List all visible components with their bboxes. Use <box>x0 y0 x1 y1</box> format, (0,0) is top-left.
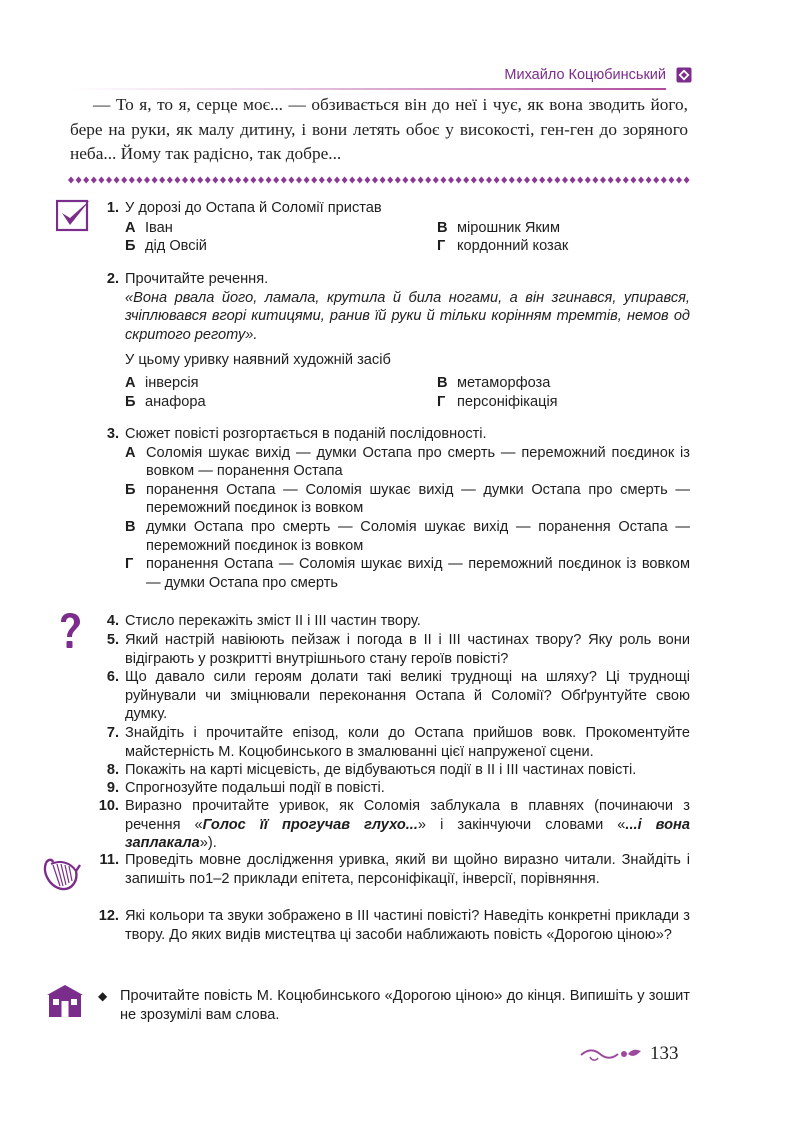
divider-dot <box>205 177 211 184</box>
divider-dot <box>68 177 74 184</box>
question-number: 4. <box>106 613 119 629</box>
divider-dot <box>532 177 538 184</box>
divider-dot <box>646 177 652 184</box>
question-6 <box>88 668 690 724</box>
option-g: Г поранення Остапа — Соломія шукає вихід — переможний поєдинок із вовком — думки Остапа про смерть <box>125 556 690 591</box>
divider-dot <box>630 177 636 184</box>
divider-dot <box>334 177 340 184</box>
divider-dot <box>585 177 591 184</box>
question-number: 3. <box>106 426 119 442</box>
divider-dot <box>121 177 127 184</box>
option-g: Г кордонний козак <box>437 238 569 255</box>
divider-dot <box>273 177 279 184</box>
option-v: В метаморфоза <box>437 374 551 391</box>
divider-dot <box>197 177 203 184</box>
divider-dot <box>106 177 112 184</box>
question-number: 11. <box>99 852 119 868</box>
quote-end: ...і вона заплакала <box>125 816 690 852</box>
divider-dot <box>494 177 500 184</box>
question-mark-icon <box>58 612 82 652</box>
divider-dot <box>661 177 667 184</box>
divider-dot <box>456 177 462 184</box>
divider-dot <box>608 177 614 184</box>
divider-dot <box>539 177 545 184</box>
divider-dot <box>83 177 89 184</box>
question-9 <box>88 779 690 798</box>
answer-options <box>125 444 690 593</box>
answer-options <box>125 219 690 256</box>
question-text: Які кольори та звуки зображено в ІІІ частині повісті? Наведіть конкретні приклади з твору. До яких видів мистецтва ці засоби наближають повість «Дорогою ціною»? <box>125 908 690 943</box>
divider-dot <box>380 177 386 184</box>
divider-dot <box>402 177 408 184</box>
divider-dot <box>623 177 629 184</box>
question-number: 7. <box>106 725 119 741</box>
option-b: Б поранення Остапа — Соломія шукає вихід — думки Остапа про смерть — переможний поєдинок із вовком <box>125 481 690 517</box>
question-number: 1. <box>106 200 119 216</box>
divider-dot <box>562 177 568 184</box>
homework-task <box>98 987 690 1024</box>
divider-dot <box>114 177 120 184</box>
question-8 <box>88 761 690 780</box>
divider-dot <box>364 177 370 184</box>
divider-dot <box>684 177 690 184</box>
option-a: А Соломія шукає вихід — думки Остапа про смерть — переможний поєдинок із вовком — поранення Остапа <box>125 444 690 480</box>
divider-dot <box>638 177 644 184</box>
divider-dot <box>615 177 621 184</box>
divider-dot <box>478 177 484 184</box>
question-number: 2. <box>106 271 119 287</box>
divider-dot <box>387 177 393 184</box>
option-b: Б анафора <box>125 393 206 410</box>
divider-dot <box>342 177 348 184</box>
question-text: Спрогнозуйте подальші події в повісті. <box>125 780 385 796</box>
bullet-icon: ◆ <box>98 989 108 1003</box>
divider-dot <box>167 177 173 184</box>
divider-dot <box>91 177 97 184</box>
divider-dot <box>509 177 515 184</box>
divider-dot <box>463 177 469 184</box>
divider-dot <box>174 177 180 184</box>
divider-dot <box>425 177 431 184</box>
divider-dot <box>524 177 530 184</box>
question-7 <box>88 724 690 761</box>
question-number: 10. <box>98 798 119 814</box>
divider-dot <box>304 177 310 184</box>
divider-dot <box>486 177 492 184</box>
question-number: 8. <box>106 762 119 778</box>
divider-dot <box>228 177 234 184</box>
running-header <box>70 64 692 90</box>
homework-text: Прочитайте повість М. Коцюбинського «Дорогою ціною» до кінця. Випишіть у зошит не зрозумілі вам слова. <box>120 988 690 1023</box>
divider-dot <box>190 177 196 184</box>
question-text: Виразно прочитайте уривок, як Соломія заблукала в плавнях (починаючи з речення «Голос її прогучав глухо...» і закінчуючи словами «...і вона заплакала»). <box>125 798 690 852</box>
divider-dot <box>144 177 150 184</box>
divider-dot <box>243 177 249 184</box>
question-prompt: У цьому уривку наявний художній засіб <box>125 352 391 369</box>
divider-dot <box>448 177 454 184</box>
divider-dot <box>266 177 272 184</box>
question-3 <box>88 425 690 592</box>
divider-dot <box>250 177 256 184</box>
option-g: Г персоніфікація <box>437 393 558 410</box>
divider-dot <box>570 177 576 184</box>
checkmark-icon <box>56 198 92 232</box>
question-11 <box>88 851 690 888</box>
divider-dot <box>577 177 583 184</box>
divider-dot <box>471 177 477 184</box>
header-emblem-icon <box>676 67 692 83</box>
divider-dot <box>258 177 264 184</box>
page-number: 133 <box>650 1043 679 1064</box>
divider-dot <box>349 177 355 184</box>
question-number: 9. <box>106 780 119 796</box>
header-rule <box>70 88 666 90</box>
question-text: У дорозі до Остапа й Соломії пристав <box>125 200 382 216</box>
question-2 <box>88 270 690 411</box>
header-title: Михайло Коцюбинський <box>504 67 666 83</box>
divider-dot <box>220 177 226 184</box>
lyre-icon <box>40 853 82 895</box>
section-divider <box>67 173 692 187</box>
divider-dot <box>433 177 439 184</box>
divider-dot <box>440 177 446 184</box>
divider-dot <box>501 177 507 184</box>
question-1 <box>88 199 690 256</box>
option-a: А інверсія <box>125 374 199 391</box>
divider-dot <box>212 177 218 184</box>
question-number: 12. <box>98 908 119 924</box>
divider-dot <box>357 177 363 184</box>
ornament-icon <box>580 1045 642 1063</box>
divider-dot <box>296 177 302 184</box>
question-number: 5. <box>106 632 119 648</box>
divider-dot <box>129 177 135 184</box>
option-v: В мірошник Яким <box>437 219 560 236</box>
divider-dot <box>410 177 416 184</box>
question-text: Який настрій навіюють пейзаж і погода в ІІ і ІІІ частинах твору? Яку роль вони відіграють у розкритті внутрішнього стану героїв повісті? <box>125 632 690 667</box>
divider-dot <box>136 177 142 184</box>
question-text: Прочитайте речення. <box>125 271 269 287</box>
divider-dot <box>600 177 606 184</box>
divider-dot <box>159 177 165 184</box>
option-v: В думки Остапа про смерть — Соломія шукає вихід — поранення Остапа — переможний поєдинок із вовком <box>125 518 690 554</box>
divider-dot <box>516 177 522 184</box>
divider-dot <box>554 177 560 184</box>
divider-dot <box>676 177 682 184</box>
question-12 <box>88 907 690 944</box>
divider-dot <box>592 177 598 184</box>
divider-dot <box>288 177 294 184</box>
divider-dot <box>326 177 332 184</box>
divider-dot <box>319 177 325 184</box>
question-text: Стисло перекажіть зміст ІІ і ІІІ частин твору. <box>125 613 421 629</box>
question-text: Сюжет повісті розгортається в поданій послідовності. <box>125 426 487 442</box>
intro-paragraph: — То я, то я, серце моє... — обзивається він до неї і чує, як вона зводить його, бере на руки, як малу дитину, і вони летять обоє у високості, ген-ген до зоряного неба... Йому так радісно, так добре... <box>70 95 688 163</box>
divider-dot <box>418 177 424 184</box>
question-text: Проведіть мовне дослідження уривка, який ви щойно виразно читали. Знайдіть і запишіть по1–2 приклади епітета, персоніфікації, інверсії, порівняння. <box>125 852 690 887</box>
answer-options <box>125 374 690 411</box>
divider-dot <box>311 177 317 184</box>
divider-dot <box>653 177 659 184</box>
divider-dot <box>98 177 104 184</box>
option-b: Б дід Овсій <box>125 238 207 255</box>
divider-dot <box>547 177 553 184</box>
option-a: А Іван <box>125 219 173 236</box>
divider-dot <box>182 177 188 184</box>
question-10 <box>88 797 690 853</box>
divider-dot <box>372 177 378 184</box>
quote-start: Голос її прогучав глухо... <box>202 816 418 833</box>
divider-dot <box>235 177 241 184</box>
question-4 <box>88 612 690 631</box>
divider-dot <box>76 177 82 184</box>
question-text: Що давало сили героям долати такі великі труднощі на шляху? Ці труднощі руйнували чи зміцнювали переконання Остапа й Соломії? Обґрунтуйте свою думку. <box>125 669 690 723</box>
question-5 <box>88 631 690 668</box>
question-text: Покажіть на карті місцевість, де відбуваються події в ІІ і ІІІ частинах повісті. <box>125 762 637 778</box>
question-quote: «Вона рвала його, ламала, крутила й била ногами, а він згинався, упирався, зчіплювався вгорі китицями, ранив їй руки й тільки корінням тремтів, немов од скритого реготу». <box>125 289 690 343</box>
divider-dot <box>152 177 158 184</box>
divider-dot <box>668 177 674 184</box>
divider-dot <box>281 177 287 184</box>
question-text: Знайдіть і прочитайте епізод, коли до Остапа прийшов вовк. Прокоментуйте майстерність М. Коцюбинського в змалюванні цієї напруженої сцени. <box>125 725 690 760</box>
divider-dot <box>395 177 401 184</box>
house-icon <box>46 984 84 1018</box>
question-number: 6. <box>106 669 119 685</box>
